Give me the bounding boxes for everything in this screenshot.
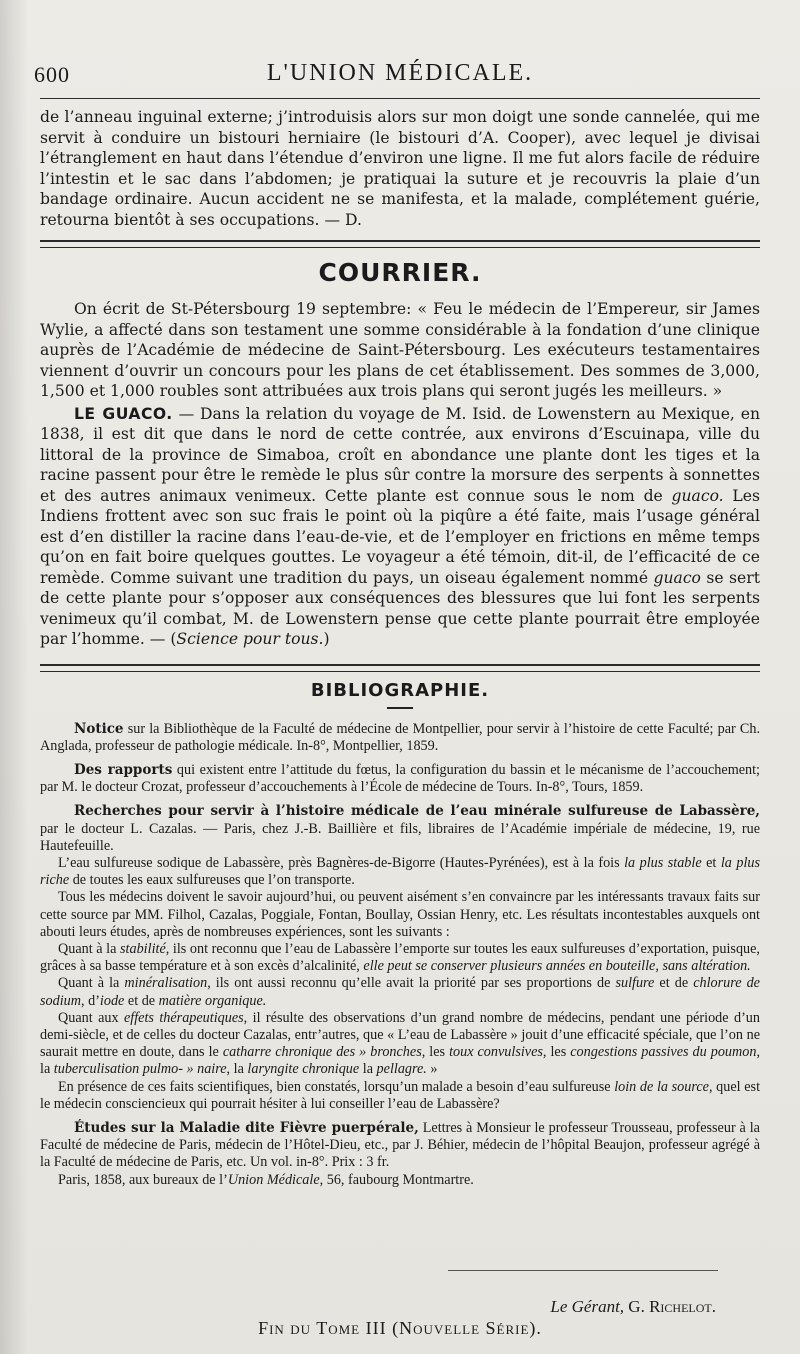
text-run: , la bbox=[226, 1061, 248, 1078]
intro-paragraph: de l’anneau inguinal externe; j’introduisis alors sur mon doigt une sonde cannelée, qui me servit à conduire un bistouri herniaire (le bistouri d’A. Cooper), avec lequel je divisai l’étranglement en haut dans l’étendue d’environ une ligne. Il me fut alors facile de réduire l’intestin et le sac dans l’abdomen; je pratiquai la suture et je recouvris la plaie d’un bandage ordinaire. Aucun accident ne se manifesta, et la malade, complétement guérie, retourna bientôt à ses occupations. — D. bbox=[40, 108, 760, 229]
signature-name: G. Richelot. bbox=[624, 1297, 716, 1316]
signature bbox=[550, 1297, 716, 1317]
labassere-para-5 bbox=[40, 1010, 760, 1079]
text-run: chlorure de sodium bbox=[40, 975, 760, 1009]
text-run: Lettres à Monsieur le professeur Trousseau, professeur à la Faculté de médecine de Paris, médecin de l’Hôtel-Dieu, etc., par J. Béhier, médecin de l’hôpital Beaujon, professeur agrégé à la Faculté de médecine de Paris, etc. Un vol. in-8°. Prix : 3 fr. bbox=[40, 1119, 760, 1171]
text-run: guaco. bbox=[671, 486, 724, 505]
courrier-title: COURRIER. bbox=[318, 258, 482, 287]
text-run: minéralisation bbox=[124, 975, 208, 992]
text-run: Union Médicale bbox=[227, 1171, 320, 1188]
text-run: congestions passives du poumon bbox=[570, 1044, 757, 1061]
text-run: , quel est le médecin consciencieux qui pourrait hésiter à lui conseiller l’eau de Labassère? bbox=[40, 1078, 761, 1112]
text-run: loin de la source bbox=[614, 1078, 709, 1095]
text-run: de toutes les eaux sulfureuses que l’on transporte. bbox=[69, 872, 355, 889]
text-run: catharre chronique des » bronches bbox=[222, 1044, 422, 1061]
text-run: tuberculisation pulmo- » naire bbox=[53, 1061, 227, 1078]
text-run: Quant à la bbox=[58, 975, 125, 992]
labassere-para-6 bbox=[40, 1079, 760, 1113]
text-run: sur la Bibliothèque de la Faculté de médecine de Montpellier, pour servir à l’histoire de cette Faculté; par Ch. Anglada, professeur de pathologie médicale. In-8°, Montpellier, 1859. bbox=[40, 720, 760, 754]
section-divider bbox=[40, 240, 760, 248]
text-run: , d’ bbox=[81, 992, 100, 1009]
text-run: » bbox=[426, 1061, 438, 1078]
text-run: la plus riche bbox=[40, 854, 761, 889]
text-run: , ils ont reconnu que l’eau de Labassère l’emporte sur toutes les eaux sulfureuses d’exportation, puisque, grâces à sa basse température et à son excès d’alcalinité, bbox=[40, 940, 760, 975]
source-citation: Science pour tous. bbox=[176, 630, 324, 648]
labassere-para-1 bbox=[40, 855, 760, 889]
bib-entry-fievre-puerperale bbox=[40, 1120, 760, 1172]
text-run: Quant à la bbox=[58, 940, 121, 957]
text-run: elle peut se conserver plusieurs années en bouteille, sans altération. bbox=[363, 958, 751, 975]
text-run: En présence de ces faits scientifiques, bien constatés, lorsqu’un malade a besoin d’eau sulfureuse bbox=[58, 1078, 615, 1095]
header-rule bbox=[40, 98, 760, 99]
text-run: et de bbox=[654, 975, 694, 992]
text-run: et bbox=[701, 854, 721, 871]
text-run: , 56, faubourg Montmartre. bbox=[319, 1171, 474, 1188]
end-of-volume-note: Fin du Tome III (Nouvelle Série). bbox=[258, 1318, 542, 1338]
text-run: iode bbox=[99, 992, 125, 1009]
fievre-puerperale-para-1 bbox=[40, 1172, 760, 1189]
text-run: matière organique. bbox=[158, 992, 267, 1009]
signature-rule bbox=[448, 1270, 718, 1271]
text-run: , il résulte des observations d’un grand nombre de médecins, pendant une période d’un demi-siècle, et de celles du docteur Cazalas, entr’autres, que « L’eau de Labassère » jouit d’une efficacité spéciale, que l’on ne saurait mettre en doute, dans le bbox=[40, 1009, 760, 1061]
guaco-heading: LE GUACO. bbox=[74, 404, 173, 423]
text-run: toux convulsives bbox=[449, 1044, 543, 1061]
journal-title: L'UNION MÉDICALE. bbox=[266, 60, 534, 86]
entry-lead: Notice bbox=[74, 720, 124, 737]
text-run: Quant aux bbox=[58, 1009, 124, 1026]
running-head bbox=[34, 56, 760, 92]
bib-entry-labassere bbox=[40, 803, 760, 855]
entry-lead: Des rapports bbox=[74, 761, 173, 778]
text-run: guaco bbox=[653, 568, 701, 587]
bib-entry-rapports bbox=[40, 762, 760, 796]
text-run: qui existent entre l’attitude du fœtus, la configuration du bassin et le mécanisme de l’accouchement; par M. le docteur Crozat, professeur d’accouchements à l’École de médecine de Tours. In-8°, Tours, 1859. bbox=[40, 761, 761, 796]
text-run: ) bbox=[323, 630, 330, 648]
courrier-paragraph-1: On écrit de St-Pétersbourg 19 septembre: « Feu le médecin de l’Empereur, sir James Wylie, a affecté dans son testament une somme considérable à la fondation d’une clinique auprès de l’Académie de médecine de Saint-Pétersbourg. Les exécuteurs testamentaires viennent d’ouvrir un concours pour les plans de cet établissement. Des sommes de 3,000, 1,500 et 1,000 roubles sont attribuées aux trois plans qui seront jugés les meilleurs. » bbox=[40, 300, 760, 400]
labassere-para-2: Tous les médecins doivent le savoir aujourd’hui, ou peuvent aisément s’en convaincre par les intéressants travaux faits sur cette source par MM. Filhol, Cazalas, Poggiale, Fontan, Boullay, Ossian Henry, etc. Les résultats incontestables auxquels ont abouti leurs études, après de nombreuses expériences, sont les suivants : bbox=[40, 889, 760, 940]
bib-entry-notice bbox=[40, 721, 760, 755]
text-run: , les bbox=[421, 1044, 450, 1061]
text-run: , la bbox=[40, 1044, 761, 1078]
text-run: laryngite chronique bbox=[247, 1061, 360, 1078]
text-run: , ils ont aussi reconnu qu’elle avait la priorité par ses proportions de bbox=[207, 975, 616, 992]
text-run: stabilité bbox=[120, 940, 166, 957]
entry-lead: Recherches pour servir à l’histoire médicale de l’eau minérale sulfureuse de Labassère, bbox=[74, 803, 760, 820]
text-run: L’eau sulfureuse sodique de Labassère, près Bagnères-de-Bigorre (Hautes-Pyrénées), est à la fois bbox=[58, 854, 625, 871]
text-run: Paris, 1858, aux bureaux de l’ bbox=[58, 1171, 228, 1188]
text-run: sulfure bbox=[615, 975, 655, 992]
entry-lead: Études sur la Maladie dite Fièvre puerpérale, bbox=[74, 1119, 419, 1136]
signature-label: Le Gérant, bbox=[550, 1297, 625, 1316]
bibliographie-title: BIBLIOGRAPHIE. bbox=[310, 679, 490, 701]
text-run: , les bbox=[542, 1044, 571, 1061]
text-run: effets thérapeutiques bbox=[123, 1009, 244, 1026]
text-run: et de bbox=[124, 992, 159, 1009]
title-dash bbox=[387, 707, 413, 709]
text-run: pellagre. bbox=[376, 1061, 427, 1078]
section-divider bbox=[40, 664, 760, 672]
text-run: se sert de cette plante pour s’opposer aux conséquences des blessures que lui font les serpents venimeux qu’il combat, M. de Lowenstern pense que cette plante pourrait être employée par l’homme. — ( bbox=[40, 568, 760, 648]
labassere-para-4 bbox=[40, 975, 760, 1009]
text-run: — Dans la relation du voyage de M. Isid. de Lowenstern au Mexique, en 1838, il est dit que dans le nord de cette contrée, aux environs d’Escuinapa, ville du littoral de la province de Simaboa, croît en abondance une plante dont les tiges et la racine passent pour être le remède le plus sûr contre la morsure des serpents à sonnettes et des autres animaux venimeux. Cette plante est connue sous le nom de bbox=[40, 404, 760, 505]
page-number: 600 bbox=[34, 62, 70, 87]
text-run: la bbox=[359, 1061, 377, 1078]
courrier-paragraph-2 bbox=[40, 404, 760, 650]
text-run: Les Indiens frottent avec son suc frais le point où la piqûre a été faite, mais l’usage général est d’en distiller la racine dans l’eau-de-vie, et de l’employer en frictions en même temps qu’on en fait boire quelques gouttes. Le voyageur a été témoin, dit-il, de l’efficacité de ce remède. Comme suivant une tradition du pays, un oiseau également nommé bbox=[40, 486, 760, 587]
text-run: la plus stable bbox=[624, 854, 702, 871]
text-run: par le docteur L. Cazalas. — Paris, chez J.-B. Baillière et fils, libraires de l’Académie impériale de médecine, 19, rue Hautefeuille. bbox=[40, 820, 760, 854]
labassere-para-3 bbox=[40, 941, 760, 975]
